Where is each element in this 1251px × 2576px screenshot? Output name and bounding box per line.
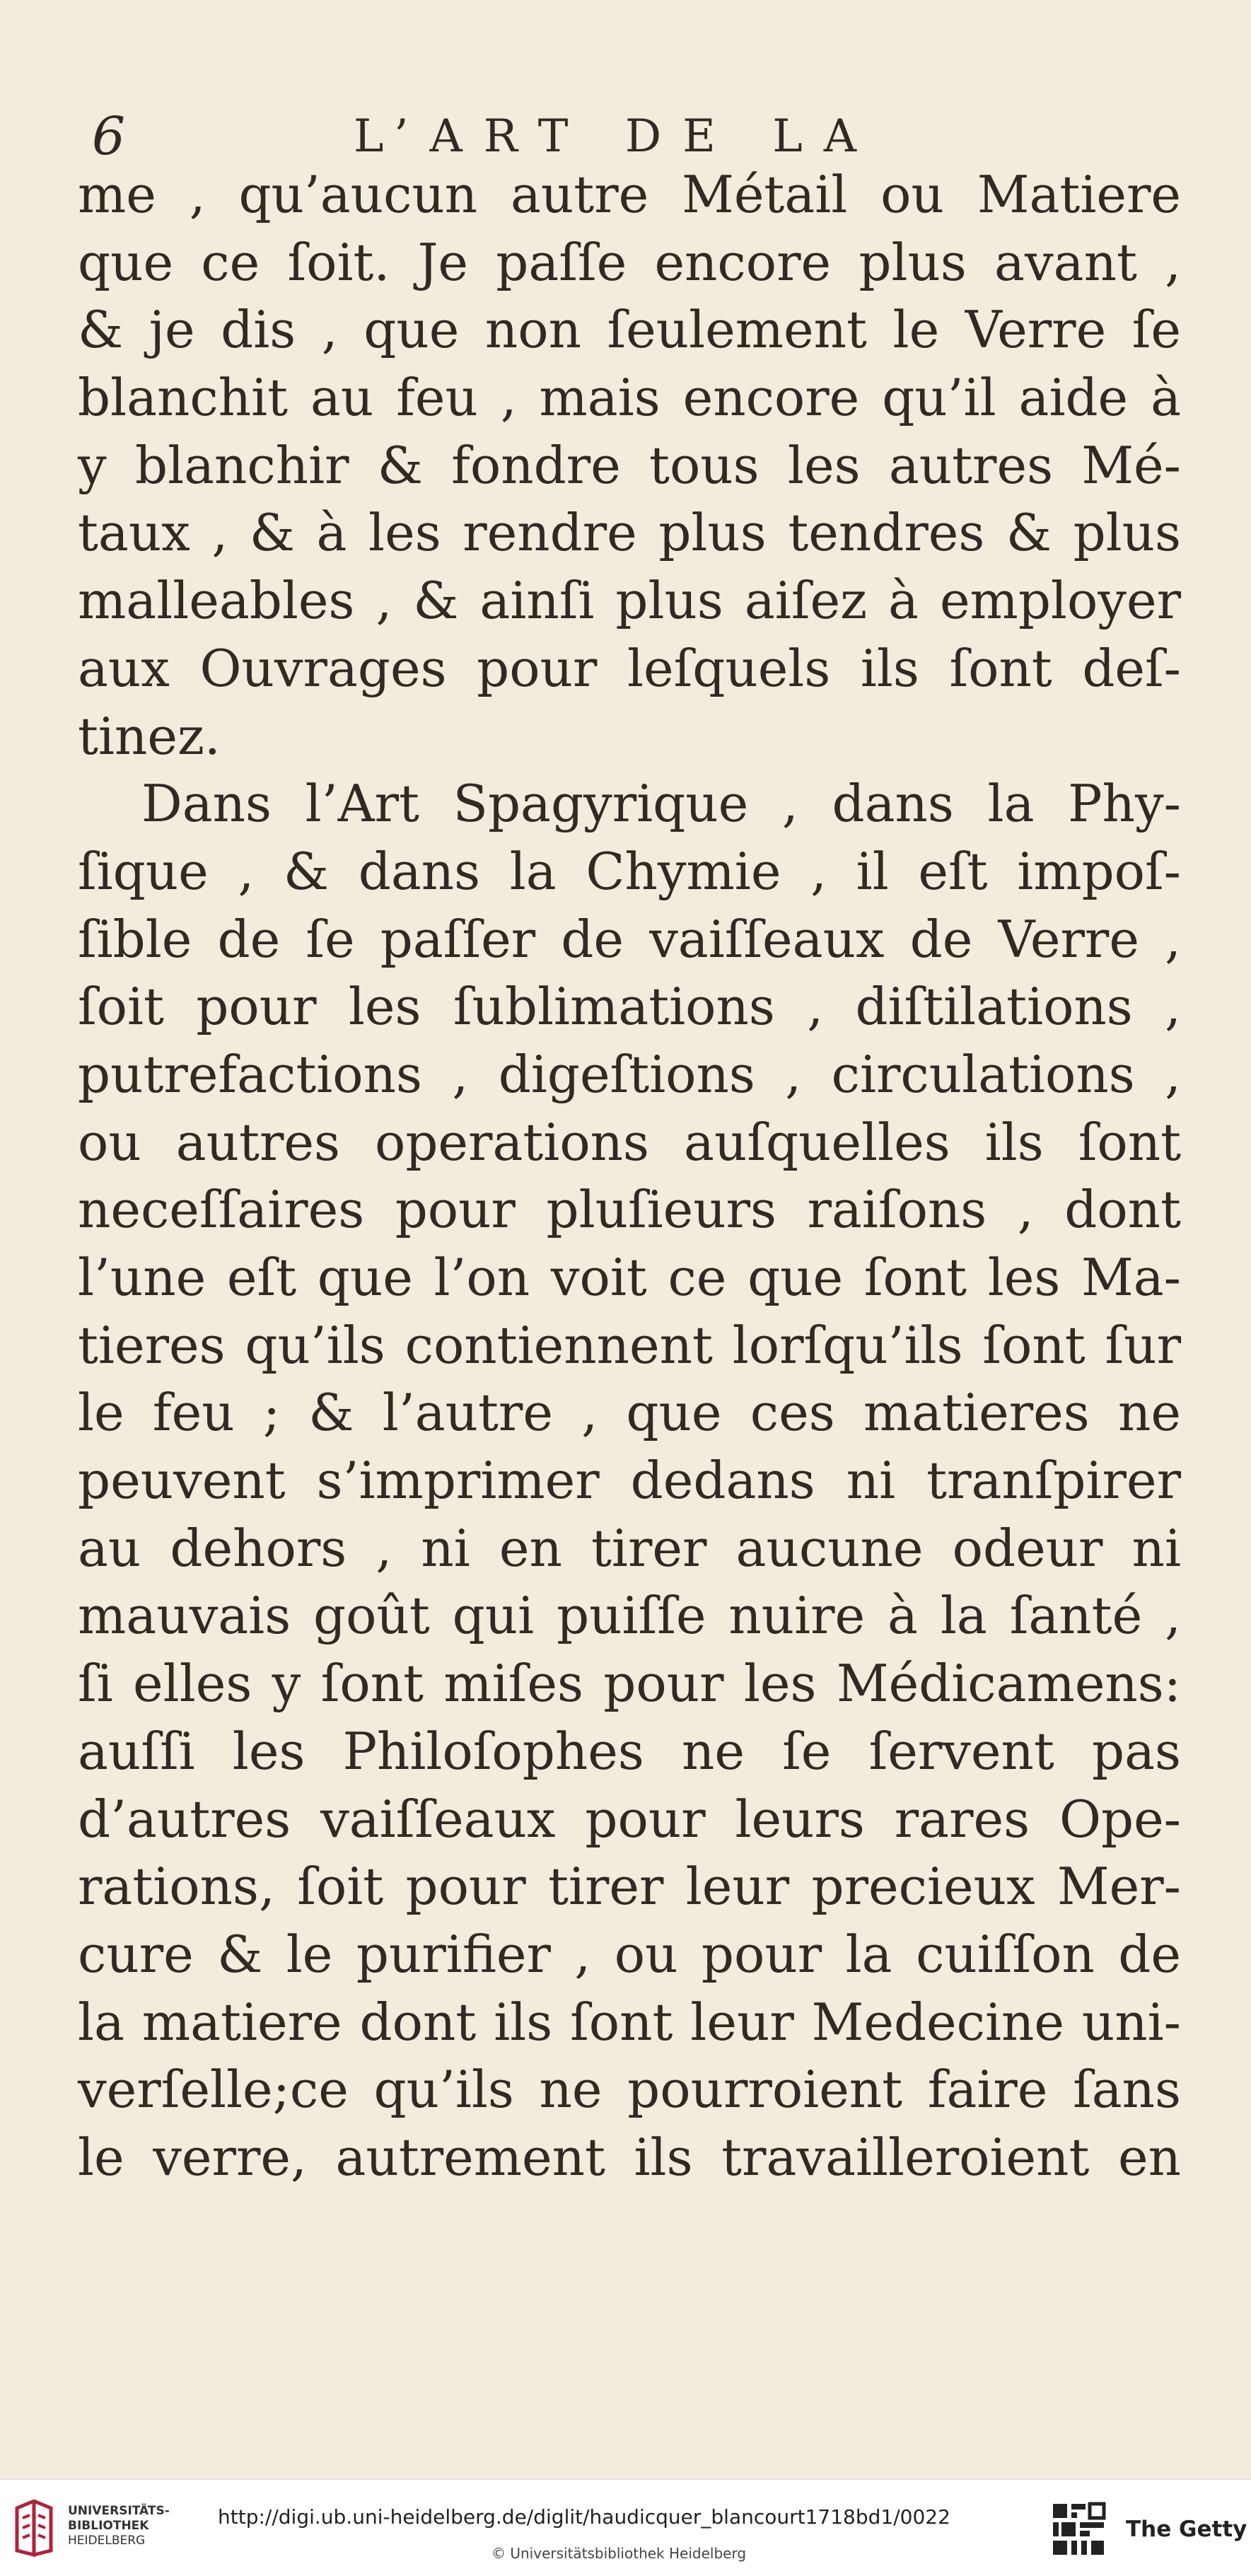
text-line: neceſſaires pour pluſieurs raiſons , dont <box>78 1180 1181 1240</box>
text-line: ou autres operations auſquelles ils ſont <box>78 1112 1181 1172</box>
institution-name-line: BIBLIOTHEK <box>68 2519 149 2533</box>
paragraph-start-line: Dans l’Art Spagyrique , dans la Phy- <box>141 774 1181 834</box>
text-line: peuvent s’imprimer dedans ni tranſpirer <box>78 1451 1181 1511</box>
text-line: cure & le purifier , ou pour la cuiſſon de <box>78 1924 1181 1984</box>
getty-logo-icon <box>1050 2501 1107 2558</box>
text-line: malleables , & ainſi plus aiſez à employer <box>78 571 1181 631</box>
text-line: auſſi les Philoſophes ne ſe ſervent pas <box>78 1721 1181 1781</box>
running-head-title: L’ART DE LA <box>354 110 878 163</box>
text-line: tinez. <box>78 706 221 766</box>
text-line: putrefactions , digeſtions , circulations , <box>78 1044 1181 1104</box>
text-line: d’autres vaiſſeaux pour leurs rares Ope- <box>78 1789 1181 1849</box>
text-line: que ce ſoit. Je paſſe encore plus avant , <box>78 232 1181 292</box>
text-line: mauvais goût qui puiſſe nuire à la ſanté , <box>78 1586 1181 1646</box>
text-line: aux Ouvrages pour leſquels ils ſont deſ- <box>78 638 1181 698</box>
text-line: ſi elles y ſont miſes pour les Médicamens: <box>78 1654 1181 1714</box>
text-line: taux , & à les rendre plus tendres & plus <box>78 503 1181 563</box>
page-number: 6 <box>92 106 126 167</box>
text-line: le feu ; & l’autre , que ces matieres ne <box>78 1383 1181 1443</box>
partner-name: The Getty <box>1126 2517 1247 2542</box>
text-line: l’une eſt que l’on voit ce que ſont les Ma- <box>78 1248 1181 1307</box>
text-line: ſible de ſe paſſer de vaiſſeaux de Verre , <box>78 909 1181 969</box>
text-line: ſoit pour les ſublimations , diſtilations , <box>78 977 1181 1037</box>
text-line: & je dis , que non ſeulement le Verre ſe <box>78 300 1181 360</box>
institution-name <box>68 2504 170 2548</box>
institution-name-line: UNIVERSITÄTS- <box>68 2504 170 2518</box>
body-text <box>78 161 1181 2192</box>
footer-bar <box>0 2479 1251 2576</box>
text-line: la matiere dont ils ſont leur Medecine uni- <box>78 1992 1181 2052</box>
text-line: le verre, autrement ils travailleroient en <box>78 2127 1181 2187</box>
university-library-logo-icon <box>13 2500 55 2558</box>
text-line: verſelle;ce qu’ils ne pourroient faire ſans <box>78 2060 1181 2120</box>
institution-name-line: HEIDELBERG <box>68 2534 146 2548</box>
text-line: rations, ſoit pour tirer leur precieux Mer- <box>78 1857 1181 1917</box>
text-line: blanchit au feu , mais encore qu’il aide à <box>78 368 1181 428</box>
text-line: tieres qu’ils contiennent lorſqu’ils ſont ſur <box>78 1315 1181 1375</box>
text-line: au dehors , ni en tirer aucune odeur ni <box>78 1518 1181 1578</box>
text-line: ſique , & dans la Chymie , il eſt impoſ- <box>78 841 1181 901</box>
running-head <box>85 105 1174 168</box>
text-line: y blanchir & fondre tous les autres Mé- <box>78 435 1181 495</box>
copyright-notice: © Universitätsbibliothek Heidelberg <box>491 2545 747 2562</box>
text-line: me , qu’aucun autre Métail ou Matiere <box>78 165 1181 224</box>
permalink-url[interactable]: http://digi.ub.uni-heidelberg.de/diglit/haudicquer_blancourt1718bd1/0022 <box>218 2505 950 2529</box>
